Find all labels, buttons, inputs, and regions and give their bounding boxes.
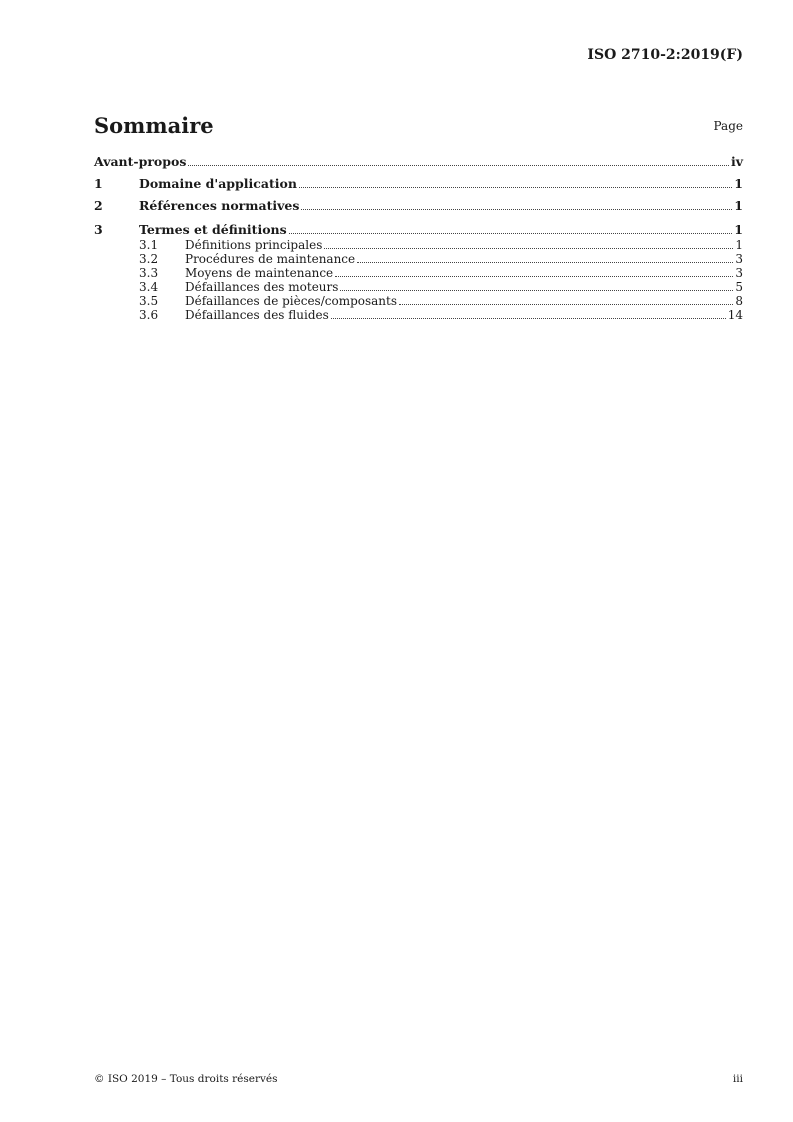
- toc-entry-page: iv: [730, 154, 743, 169]
- toc-entry-number: 1: [94, 176, 103, 191]
- toc-entry-label: Moyens de maintenance: [185, 266, 334, 280]
- toc-subentry-3-1[interactable]: [94, 238, 743, 252]
- toc-entry-page: 1: [735, 238, 743, 252]
- toc-entry-label: Défaillances des fluides: [185, 308, 329, 322]
- toc-entry-page: 3: [735, 266, 743, 280]
- toc-subentry-3-2[interactable]: [94, 252, 743, 266]
- footer-page-number: iii: [732, 1073, 743, 1085]
- toc-entry-number: 2: [94, 198, 103, 213]
- toc-subentry-3-5[interactable]: [94, 294, 743, 308]
- toc-entry-number: 3.1: [139, 238, 159, 252]
- toc-entry-label: Références normatives: [139, 198, 300, 213]
- dot-leader: [188, 165, 729, 166]
- dot-leader: [289, 233, 733, 234]
- dot-leader: [299, 187, 732, 188]
- dot-leader: [324, 248, 733, 249]
- page-column-label: Page: [713, 119, 743, 133]
- toc-entry-page: 1: [734, 222, 743, 237]
- toc-entry-page: 1: [734, 176, 743, 191]
- toc-entry-label: Défaillances de pièces/composants: [185, 294, 398, 308]
- toc-entry-label: Définitions principales: [185, 238, 323, 252]
- toc-entry-section-1[interactable]: [94, 176, 743, 192]
- toc-entry-number: 3.2: [139, 252, 159, 266]
- toc-subentry-3-4[interactable]: [94, 280, 743, 294]
- dot-leader: [335, 276, 733, 277]
- dot-leader: [357, 262, 733, 263]
- toc-subentry-3-6[interactable]: [94, 308, 743, 322]
- toc-entry-number: 3.4: [139, 280, 159, 294]
- toc-entry-section-2[interactable]: [94, 198, 743, 214]
- dot-leader: [331, 318, 726, 319]
- toc-entry-label: Domaine d'application: [139, 176, 297, 191]
- table-of-contents: [94, 154, 743, 322]
- footer-copyright: © ISO 2019 – Tous droits réservés: [94, 1073, 278, 1085]
- toc-entry-number: 3.3: [139, 266, 159, 280]
- toc-entry-page: 3: [735, 252, 743, 266]
- toc-entry-label: Termes et définitions: [139, 222, 287, 237]
- toc-entry-number: 3: [94, 222, 103, 237]
- toc-entry-avant-propos[interactable]: [94, 154, 743, 170]
- toc-entry-page: 1: [734, 198, 743, 213]
- document-id: ISO 2710-2:2019(F): [587, 47, 743, 63]
- toc-entry-page: 14: [727, 308, 743, 322]
- toc-entry-section-3[interactable]: [94, 222, 743, 238]
- toc-entry-number: 3.6: [139, 308, 159, 322]
- dot-leader: [340, 290, 733, 291]
- toc-entry-page: 8: [735, 294, 743, 308]
- toc-subentry-3-3[interactable]: [94, 266, 743, 280]
- toc-title: Sommaire: [94, 113, 214, 138]
- toc-entry-label: Avant-propos: [94, 154, 187, 169]
- dot-leader: [399, 304, 733, 305]
- toc-entry-label: Défaillances des moteurs: [185, 280, 339, 294]
- toc-entry-number: 3.5: [139, 294, 159, 308]
- toc-entry-label: Procédures de maintenance: [185, 252, 356, 266]
- toc-entry-page: 5: [735, 280, 743, 294]
- dot-leader: [301, 209, 732, 210]
